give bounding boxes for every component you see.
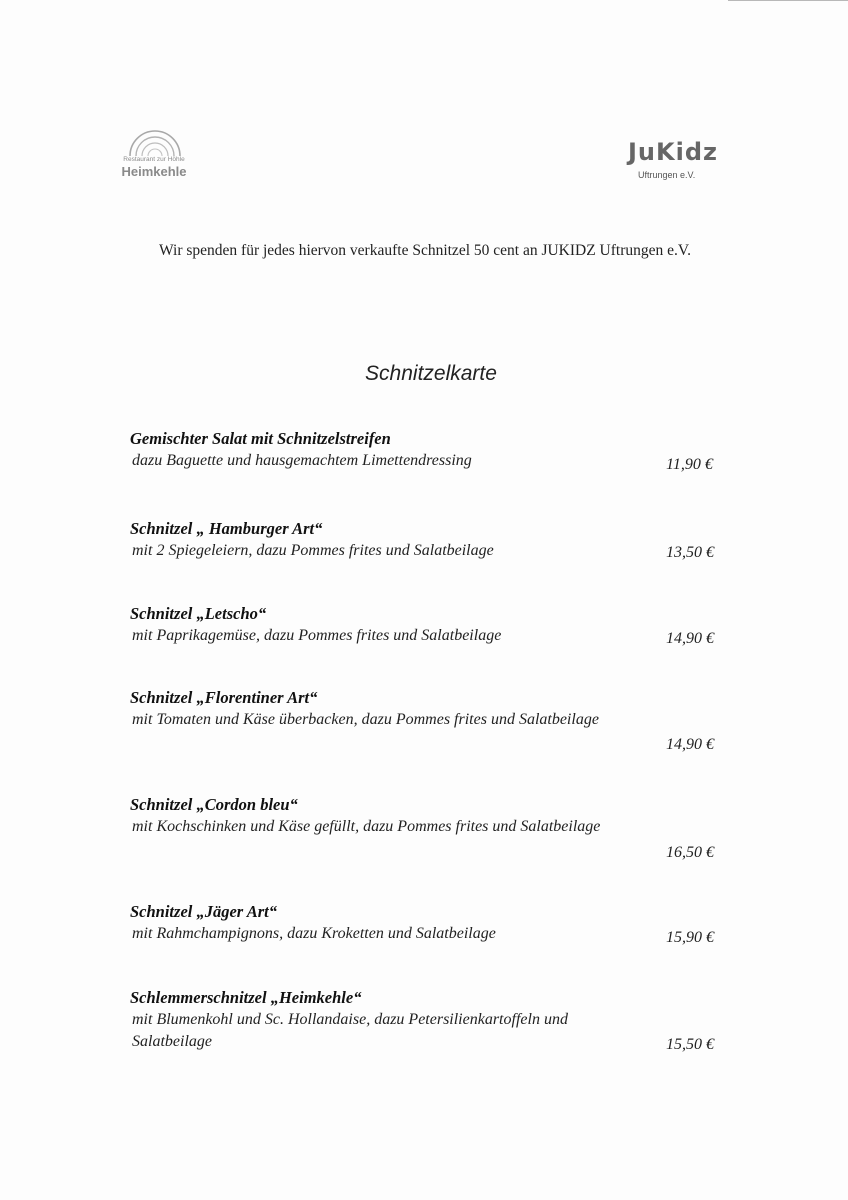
menu-item-description: mit Kochschinken und Käse gefüllt, dazu Pommes frites und Salatbeilage [132, 818, 601, 835]
menu-item-description: mit Tomaten und Käse überbacken, dazu Pommes frites und Salatbeilage [132, 711, 599, 728]
menu-item [130, 603, 730, 647]
menu-item-name: Schnitzel „Jäger Art“ [130, 902, 277, 921]
menu-item-description: mit Blumenkohl und Sc. Hollandaise, dazu Petersilienkartoffeln und Salatbeilage [132, 1011, 568, 1050]
scan-edge-line [728, 0, 848, 1]
restaurant-logo-subtitle: Restaurant zur Höhle [123, 156, 185, 163]
menu-item-name: Schnitzel „Cordon bleu“ [130, 795, 298, 814]
menu-item-description: dazu Baguette und hausgemachtem Limettendressing [132, 452, 472, 469]
jukidz-logo-mark: JuKidz [628, 138, 718, 166]
menu-item-price: 13,50 € [666, 544, 714, 561]
menu-item-name: Schlemmerschnitzel „Heimkehle“ [130, 988, 362, 1007]
menu-item [130, 428, 730, 472]
page-title: Schnitzelkarte [365, 362, 497, 385]
jukidz-logo [628, 138, 738, 188]
menu-item-name: Schnitzel „ Hamburger Art“ [130, 519, 323, 538]
menu-item-name: Schnitzel „Letscho“ [130, 604, 267, 623]
donation-note: Wir spenden für jedes hiervon verkaufte Schnitzel 50 cent an JUKIDZ Uftrungen e.V. [159, 242, 691, 259]
restaurant-logo [112, 124, 202, 184]
menu-item-price: 14,90 € [666, 736, 714, 753]
menu-item [130, 901, 730, 945]
menu-item-price: 15,90 € [666, 929, 714, 946]
menu-item-price: 16,50 € [666, 844, 714, 861]
menu-item-price: 11,90 € [666, 456, 713, 473]
menu-item [130, 687, 730, 731]
menu-item [130, 987, 730, 1053]
menu-item-name: Schnitzel „Florentiner Art“ [130, 688, 318, 707]
restaurant-logo-name: Heimkehle [121, 164, 187, 179]
menu-item-price: 14,90 € [666, 630, 714, 647]
menu-item-description: mit Paprikagemüse, dazu Pommes frites und Salatbeilage [132, 627, 502, 644]
menu-item [130, 518, 730, 562]
menu-item-description: mit Rahmchampignons, dazu Kroketten und Salatbeilage [132, 925, 496, 942]
menu-item [130, 794, 730, 838]
menu-item-name: Gemischter Salat mit Schnitzelstreifen [130, 429, 391, 448]
jukidz-logo-subtitle: Uftrungen e.V. [638, 170, 696, 180]
menu-item-price: 15,50 € [666, 1036, 714, 1053]
restaurant-logo-arcs-icon [120, 124, 190, 158]
menu-item-description: mit 2 Spiegeleiern, dazu Pommes frites und Salatbeilage [132, 542, 494, 559]
